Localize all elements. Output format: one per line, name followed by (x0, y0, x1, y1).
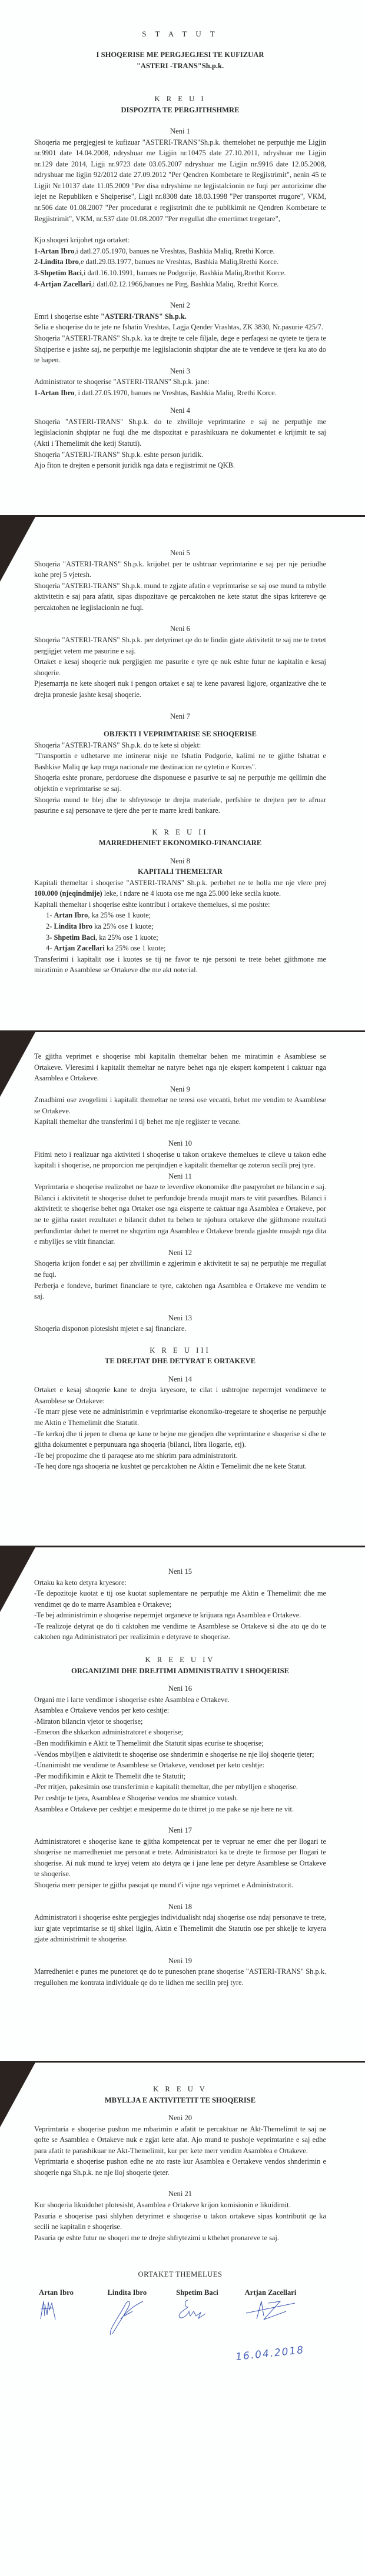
branches-text: Shoqeria "ASTERI-TRANS" Sh.p.k. ka te drejte te cele filjale, dege e perfaqesi ne qytete te tjera te Shqiperise e jashte saj, ne perputhje me legjislacionin shqiptar dhe ate te vendeve te tjera ku ato do te hapen. (34, 333, 326, 365)
signature-lindita-ibro (108, 2298, 149, 2337)
article-text: Perberja e fondeve, burimet financiare te tyre, caktohen nga Asamblea e Ortakeve me vendim te saj. (34, 1281, 326, 1301)
share-item (34, 910, 326, 921)
article-text: Shoqeria disponon plotesisht mjetet e saj financiare. (34, 1324, 187, 1333)
article-label: Neni 17 (168, 1826, 193, 1835)
article-label: Neni 12 (168, 1248, 193, 1257)
founder-details: ,e datl.29.03.1977, banues ne Vreshtas, Bashkia Maliq,Rrethi Korce. (78, 258, 279, 266)
signature-block (108, 2288, 177, 2337)
founder-name: 1-Artan Ibro (34, 246, 75, 255)
article-text: Ajo fiton te drejten e personit juridik nga data e regjistrimit ne QKB. (34, 461, 235, 470)
chapter-title: ORGANIZIMI DHE DREJTIMI ADMINISTRATIV I SHOQERISE (71, 1666, 290, 1675)
document-title: S T A T U T (142, 29, 218, 38)
article-text: Pasuria e shoqerise pasi shlyhen detyrimet e shoqerise u takon ortakeve sipas kontributit qe ka secili ne kapitalin e shoqerise. (34, 2211, 326, 2231)
article-label: Neni 10 (168, 1139, 193, 1148)
share-text: , ka 25% ose 1 kuote; (88, 911, 151, 920)
article-text: Veprimtaria e shoqerise pushon me mbarimin e afatit te percaktuar ne Akt-Themelimit te saj ne qofte se Asamblea e Ortakeve nuk e zgjat kete afat. Ajo mund te pushoje veprimtarine e saj edhe para afatit te parashikuar ne Akt-Themelimit, kur per kete merr vendim Asamblea e Ortakeve. (34, 2124, 326, 2155)
article-label: Neni 7 (170, 712, 190, 720)
share-number: 3- (46, 933, 52, 942)
admin-name: 1-Artan Ibro (34, 388, 75, 397)
signature-shpetim-baci (176, 2298, 208, 2322)
share-number: 2- (46, 922, 52, 931)
right-item: -Te bej propozime dhe ti paraqese ato me shkrim para administratorit. (34, 1451, 238, 1460)
handwritten-date: 16.04.2018 (235, 2344, 306, 2364)
article-label: Neni 13 (168, 1313, 193, 1322)
signature-block (176, 2288, 245, 2337)
seat-text: Selia e shoqerise do te jete ne fshatin Vreshtas, Lagja Qender Vrashtas, ZK 3830, Nr.pasurie 425/7. (34, 323, 323, 332)
share-item (34, 921, 326, 932)
assembly-item: Per ceshtje te tjera, Asamblea e Shoqerise vendos me shumice votash. (34, 1793, 238, 1802)
article-text: Ortaku ka keto detyra kryesore: (34, 1578, 127, 1587)
signature-artan-ibro (39, 2298, 62, 2322)
article-text: Pasuria qe eshte futur ne shoqeri me te drejte shfrytezimi u kthehet pronareve te saj. (34, 2233, 279, 2242)
share-text: , ka 25% ose 1 kuote; (95, 933, 158, 942)
company-name-bold: "ASTERI-TRANS" Sh.p.k. (100, 312, 187, 321)
chapter-label: K R E U II (152, 827, 208, 836)
article-label: Neni 1 (170, 127, 190, 135)
scanner-shadow (0, 1547, 35, 1612)
article-text: Kapitali themeltar dhe transferimi i tij behet me nje regjister te vecane. (34, 1117, 241, 1126)
founders-intro: Kjo shoqeri krijohet nga ortaket: (34, 236, 130, 245)
article-label: Neni 15 (168, 1567, 193, 1576)
signatures-title: ORTAKET THEMELUES (138, 2270, 223, 2279)
article-text: Administratoret e shoqerise kane te gjitha kompetencat per te vepruar ne emer dhe per llogari te shoqerise ne marredheniet me personat e trete. Administratori ka te drejte te firmose per llogari te shoqerise. Ai nuk mund te kryej vetem ato detyra qe i jane lene per detyre Asamblese se Ortakeve te shoqerise. (34, 1837, 326, 1878)
article-text: Kur shoqeria likuidohet plotesisht, Asamblea e Ortakeve krijon komisionin e likuidimit. (34, 2200, 291, 2209)
article-text: Ortaket e kesaj shoqerie nuk pergjigjen me pasurite e tyre qe nuk eshte futur ne kapitalin e kesaj shoqerie. (34, 658, 326, 677)
founder-name: 3-Shpetim Baci (34, 269, 82, 278)
founder-details: ,i datl.27.05.1970, banues ne Vreshtas, Bashkia Maliq, Rrethi Korce. (74, 246, 275, 255)
chapter-label: K R E U I (154, 95, 206, 103)
assembly-item: -Emeron dhe shkarkon administratoret e shoqerise; (34, 1728, 183, 1737)
article-label: Neni 21 (168, 2190, 193, 2198)
page-5 (0, 2061, 365, 2576)
chapter-label: K R E U III (150, 1346, 211, 1354)
article-label: Neni 11 (168, 1172, 192, 1180)
assembly-item: Asamblea e Ortakeve vendos per keto ceshtje: (34, 1706, 170, 1715)
duty-item: -Te realizoje detyrat qe do ti caktohen me vendime te Asamblese se Ortakeve si dhe ato qe do te caktohen nga Administratori per realizimin e detyrave te shoqerise. (34, 1621, 326, 1641)
shareholder-name: Artjan Zacellari (54, 944, 105, 953)
text: Kapitali themeltar i shoqerise "ASTERI-TRANS" Sh.p.k. perbehet ne te holla me nje vlere prej (34, 878, 326, 887)
article-text: Shoqeria eshte pronare, perdoruese dhe disponuese e pasurive te saj ne perputhje me qellimin dhe objektin e veprimtarise se saj. (34, 773, 326, 793)
signatory-name: Lindita Ibro (107, 2288, 147, 2297)
article-label: Neni 8 (170, 856, 190, 865)
admin-details: , i datl.27.05.1970, banues ne Vreshtas, Bashkia Maliq, Rrethi Korce. (74, 388, 277, 397)
chapter-title: TE DREJTAT DHE DETYRAT E ORTAKEVE (104, 1357, 256, 1366)
capital-amount: 100.000 (njeqindmije) (34, 889, 102, 898)
article-text: Administratori i shoqerise eshte pergjegjes individualisht ndaj shoqerise ose ndaj personave te trete, kur gjate veprimtarise se tij shkel ligjin, Aktin e Themelimit dhe Statutin ose per shkelje te kryera gjate administrimit te shoqerise. (34, 1913, 326, 1944)
page-1 (0, 0, 365, 515)
article-text: Shoqeria "ASTERI-TRANS" Sh.p.k. mund te zgjate afatin e veprimtarise se saj ose mund ta mbylle aktivitetin e saj para afatit, sipas dispozitave qe percaktohen ne kete statut dhe sipas kritereve qe percaktohen ne legjislacionin ne fuqi. (34, 581, 326, 612)
founder-name: 4-Artjan Zacellari (34, 279, 91, 288)
article-text: Marredheniet e punes me punetoret qe do te punesohen prane shoqerise "ASTERI-TRANS" Sh.p.k. rregullohen me kontrata individuale qe do te lidhen me secilin prej tyre. (34, 1967, 326, 1987)
signatory-name: Shpetim Baci (176, 2288, 218, 2297)
article-text: Te gjitha veprimet e shoqerise mbi kapitalin themeltar behen me miratimin e Asamblese se Ortakeve. Vleresimi i kapitalit themeltar ne natyre behet nga nje ekspert kompetent i caktuar nga Asamblea e Ortakeve. (34, 1052, 326, 1083)
article-text: Shoqeria merr persiper te gjitha pasojat qe mund t'i vijne nga veprimet e Administratorit. (34, 1880, 293, 1889)
share-text: ka 25% ose 1 kuote; (92, 922, 154, 931)
page-2 (0, 515, 365, 1030)
assembly-item: -Ben modifikimin e Aktit te Themelimit dhe Statutit sipas ecurise te shoqerise; (34, 1739, 264, 1747)
article-label: Neni 16 (168, 1684, 193, 1693)
page-4 (0, 1546, 365, 2061)
signatory-name: Artjan Zacellari (244, 2288, 297, 2297)
article-text: Shoqeria "ASTERI-TRANS" Sh.p.k. do te zhvilloje veprimtarine e saj ne perputhje me legjislacionin shqiptar ne fuqi dhe me dispozitat e parashikuara ne dokumentet e krijimit te saj (Akti i Themelimit dhe ketij Statuti). (34, 417, 326, 448)
article-text: Shoqeria krijon fondet e saj per zhvillimin e zgjerimin e aktivitetit te saj ne perputhje me rregullat ne fuqi. (34, 1259, 326, 1279)
shareholder-name: Shpetim Baci (54, 933, 95, 942)
assembly-item: -Per rritjen, pakesimin ose transferimin e kapitalit themeltar, dhe per mbylljen e shoqerise. (34, 1783, 298, 1791)
article-label: Neni 5 (170, 549, 190, 557)
article-label: Neni 14 (168, 1374, 193, 1383)
page-3 (0, 1030, 365, 1546)
founder-item (34, 268, 326, 279)
share-item (34, 943, 326, 954)
right-item: -Te marr pjese vete ne administrimin e veprimtarise ekonomiko-tregetare te shoqerise ne perputhje me Aktin e Themelimit dhe Statutit. (34, 1407, 326, 1427)
article-title: KAPITALI THEMELTAR (137, 867, 223, 876)
assembly-item: -Miraton bilancin vjetor te shoqerise; (34, 1717, 143, 1726)
assembly-item: Asamblea e Ortakeve per ceshtjet e mesiperme do te thirret jo me pake se nje here ne vit. (34, 1804, 294, 1813)
article-text: Veprimtaria e shoqerise pushon edhe ne ato raste kur Asamblea e Oertakeve vendos shnderimin e shoqerie nga Sh.p.k. ne nje lloj shoqerie tjeter. (34, 2157, 326, 2177)
admin-intro: Administrator te shoqerise "ASTERI-TRANS" Sh.p.k. jane: (34, 378, 210, 386)
article-text: Kapitali themeltar i shoqerise eshte kontribut i ortakeve themelues, si me poshte: (34, 900, 270, 909)
article-text: Pjesemarrja ne kete shoqeri nuk i pengon ortaket e saj te kene pavaresi ligjore, organizative dhe te drejta pronesie jashte kesaj shoqerie. (34, 679, 326, 699)
article-text: Fitimi neto i realizuar nga aktiviteti i shoqerise u takon ortakeve themelues te cileve u takon edhe kapitali i shoqerise, ne proporcion me perqindjen e kapitalit themeltar qe zoteron secili prej tyre. (34, 1150, 326, 1170)
article-text: Shoqeria "ASTERI-TRANS" Sh.p.k. per detyrimet qe do te lindin gjate aktivitetit te saj me te tretet pergjigjet vetem me pasurine e saj. (34, 635, 326, 655)
article-title: OBJEKTI I VEPRIMTARISE SE SHOQERISE (104, 730, 257, 739)
scanner-shadow (0, 1032, 35, 1097)
signature-row (34, 2288, 326, 2337)
article-text: Transferimi i kapitalit ose i kuotes se tij ne favor te nje personi te trete behet gjithmone me miratimin e Asamblese se Ortakeve dhe me akt noterial. (34, 955, 326, 975)
share-number: 4- (46, 944, 52, 953)
article-text: Zmadhimi ose zvogelimi i kapitalit themeltar ne teresi ose vecanti, behet me vendim te Asamblese se Ortakeve. (34, 1096, 326, 1115)
company-name-text (34, 311, 326, 322)
founder-details: ,i datl.02.12.1966,banues ne Pirg, Bashkia Maliq, Rrethit Korce. (91, 279, 279, 288)
article-text: Shoqeria mund te blej dhe te shfrytesoje te drejta materiale, perfshire te drejten per te afruar pasurine e saj personave te tjere dhe per te marre kredi bankare. (34, 795, 326, 815)
article-label: Neni 6 (170, 625, 190, 633)
assembly-item: -Vendos mbylljen e aktivitetit te shoqerise ose shnderimin e shoqerise ne nje lloj shoqerie tjeter; (34, 1750, 314, 1759)
text: Emri i shoqerise eshte (34, 312, 101, 321)
founder-item (34, 246, 326, 257)
article-text: "Transportin e udhetarve me intinerar nisje ne fshatin Podgorie, kalimi ne te gjithe fshatrat e Bashkise Maliq qe kap rruga nacionale me destinacion ne qytetin e Korces". (34, 752, 326, 771)
right-item: -Te kerkoj dhe ti jepen te dhena qe kane te bejne me gjendjen dhe veprimtarine e shoqerise si dhe te gjitha dokumentet e perpunuara nga shoqeria (bilanci, libra llogarie, etj). (34, 1429, 326, 1449)
share-text: ka 25% ose 1 kuote; (104, 944, 166, 953)
article-text: Ortaket e kesaj shoqerie kane te drejta kryesore, te cilat i ushtrojne nepermjet vendimeve te Asamblese se Ortakeve: (34, 1386, 326, 1405)
founder-item (34, 279, 326, 290)
capital-text (34, 877, 326, 899)
duty-item: -Te depozitoje kuotat e tij ose kuotat suplementare ne perputhje me Aktin e Themelimit dhe me vendimet qe do te marre Asamblea e Ortakeve; (34, 1589, 326, 1609)
founder-name: 2-Lindita Ibro (34, 258, 79, 266)
signature-artjan-zacellari (245, 2298, 301, 2322)
scanner-shadow (0, 2063, 35, 2127)
signature-block (39, 2288, 108, 2337)
signatory-name: Artan Ibro (39, 2288, 74, 2297)
article-label: Neni 19 (168, 1956, 193, 1965)
chapter-title: DISPOZITA TE PERGJITHSHMRE (121, 105, 240, 114)
article-label: Neni 18 (168, 1902, 193, 1911)
article-label: Neni 3 (170, 366, 190, 375)
founder-item (34, 256, 326, 268)
right-item: -Te heq dore nga shoqeria ne kushtet qe percaktohen ne Aktin e Temelimit dhe ne kete Statut. (34, 1462, 307, 1471)
chapter-label: K R E U V (153, 2085, 207, 2093)
chapter-title: MBYLLJA E AKTIVITETIT TE SHOQERISE (104, 2095, 256, 2104)
shareholder-name: Artan Ibro (54, 911, 88, 920)
assembly-item: -Per modifikimin e Aktit te Themelit dhe te Statutit; (34, 1771, 186, 1780)
scanner-shadow (0, 517, 35, 582)
article-text: Shoqeria "ASTERI-TRANS" Sh.p.k. eshte person juridik. (34, 450, 204, 459)
shareholder-name: Lindita Ibro (54, 922, 92, 931)
assembly-item: -Unanimisht me vendime te Asamblese se Ortakeve, vendoset per keto ceshtje: (34, 1761, 265, 1770)
article-text: Shoqeria "ASTERI-TRANS" Sh.p.k. krijohet per te ushtruar veprimtarine e saj per nje periudhe kohe prej 5 vjetesh. (34, 559, 326, 579)
article-label: Neni 20 (168, 2114, 193, 2122)
article-text: Shoqeria "ASTERI-TRANS" Sh.p.k. do te kete si objekt: (34, 740, 201, 749)
article-text: Veprimtaria e shoqerise realizohet ne baze te leverdive ekonomike dhe pasqyrohet ne bilancin e saj. Bilanci i aktivitetit te shoqerise duhet te perfundoje brenda muajit mars te vitit pasardhes. Bilanci i aktivitetit te shoqerise behet nga Ortaket ose nga eksperte te caktuar nga Asamblea e Ortakeve, por ne te gjitha rastet rezultatet e bilancit duhet tu behen te njohura ortakeve dhe gjithmone rezultati perfundimtar duhet te merret ne shqyrtim nga Asamblea e Ortakeve brenda gjashte muajsh nga dita e mbylljes se vitit financiar. (34, 1183, 326, 1246)
founder-details: ,i datl.16.10.1991, banues ne Podgorije, Bashkia Maliq,Rrethit Korce. (81, 269, 286, 278)
article-label: Neni 9 (170, 1085, 190, 1093)
share-number: 1- (46, 911, 52, 920)
duty-item: -Te bej administrimin e shoqerise nepermjet organeve te krijuara nga Asamblea e Ortakeve. (34, 1611, 301, 1620)
signature-block (245, 2288, 320, 2337)
admin-item (34, 388, 326, 399)
company-name: "ASTERI -TRANS"Sh.p.k. (136, 61, 224, 70)
article-text: Shoqeria me pergjegjesi te kufizuar "ASTERI-TRANS"Sh.p.k. themelohet ne perputhje me Ligjin nr.9901 date 14.04.2008, ndryshuar me Ligjin nr.10475 date 27.10.2011, ndryshuar me Ligjin nr.129 date 2014, Ligji nr.9723 date 03.05.2007 ndryshuar me Ligjin nr.9916 date 12.05.2008, ndryshuar me ligjin 92/2012 date 27.09.2012 "Per Qendren Kombetare te Regjistrimit", nenin 45 te Ligjit Nr.10137 date 11.05.2009 "Per disa ndryshime ne legjistalcionin ne fuqi per autorizime dhe lejet ne Republiken e Shqiperise", Ligji nr.8308 date 18.03.1998 "Per transportet rrugore", VKM, nr.506 date 01.08.2007 "Per procedurat e regjistrimit dhe te publikimit ne Qendren Kombetare te Regjistrimit", VKM, nr.537 date 01.08.2007 "Per rregullat dhe emertimet tregetare", (34, 138, 326, 223)
article-label: Neni 2 (170, 301, 190, 310)
chapter-title: MARREDHENIET EKONOMIKO-FINANCIARE (98, 839, 262, 847)
article-label: Neni 4 (170, 406, 190, 415)
text: leke, i ndare ne 4 kuota ose me nga 25.000 leke secila kuote. (102, 889, 281, 898)
assembly-item: Organi me i larte vendimor i shoqerise eshte Asamblea e Ortakeve. (34, 1695, 230, 1704)
document-subtitle: I SHOQERISE ME PERGJEGJESI TE KUFIZUAR (96, 51, 264, 59)
share-item (34, 932, 326, 943)
chapter-label: K R E E U IV (145, 1656, 215, 1664)
